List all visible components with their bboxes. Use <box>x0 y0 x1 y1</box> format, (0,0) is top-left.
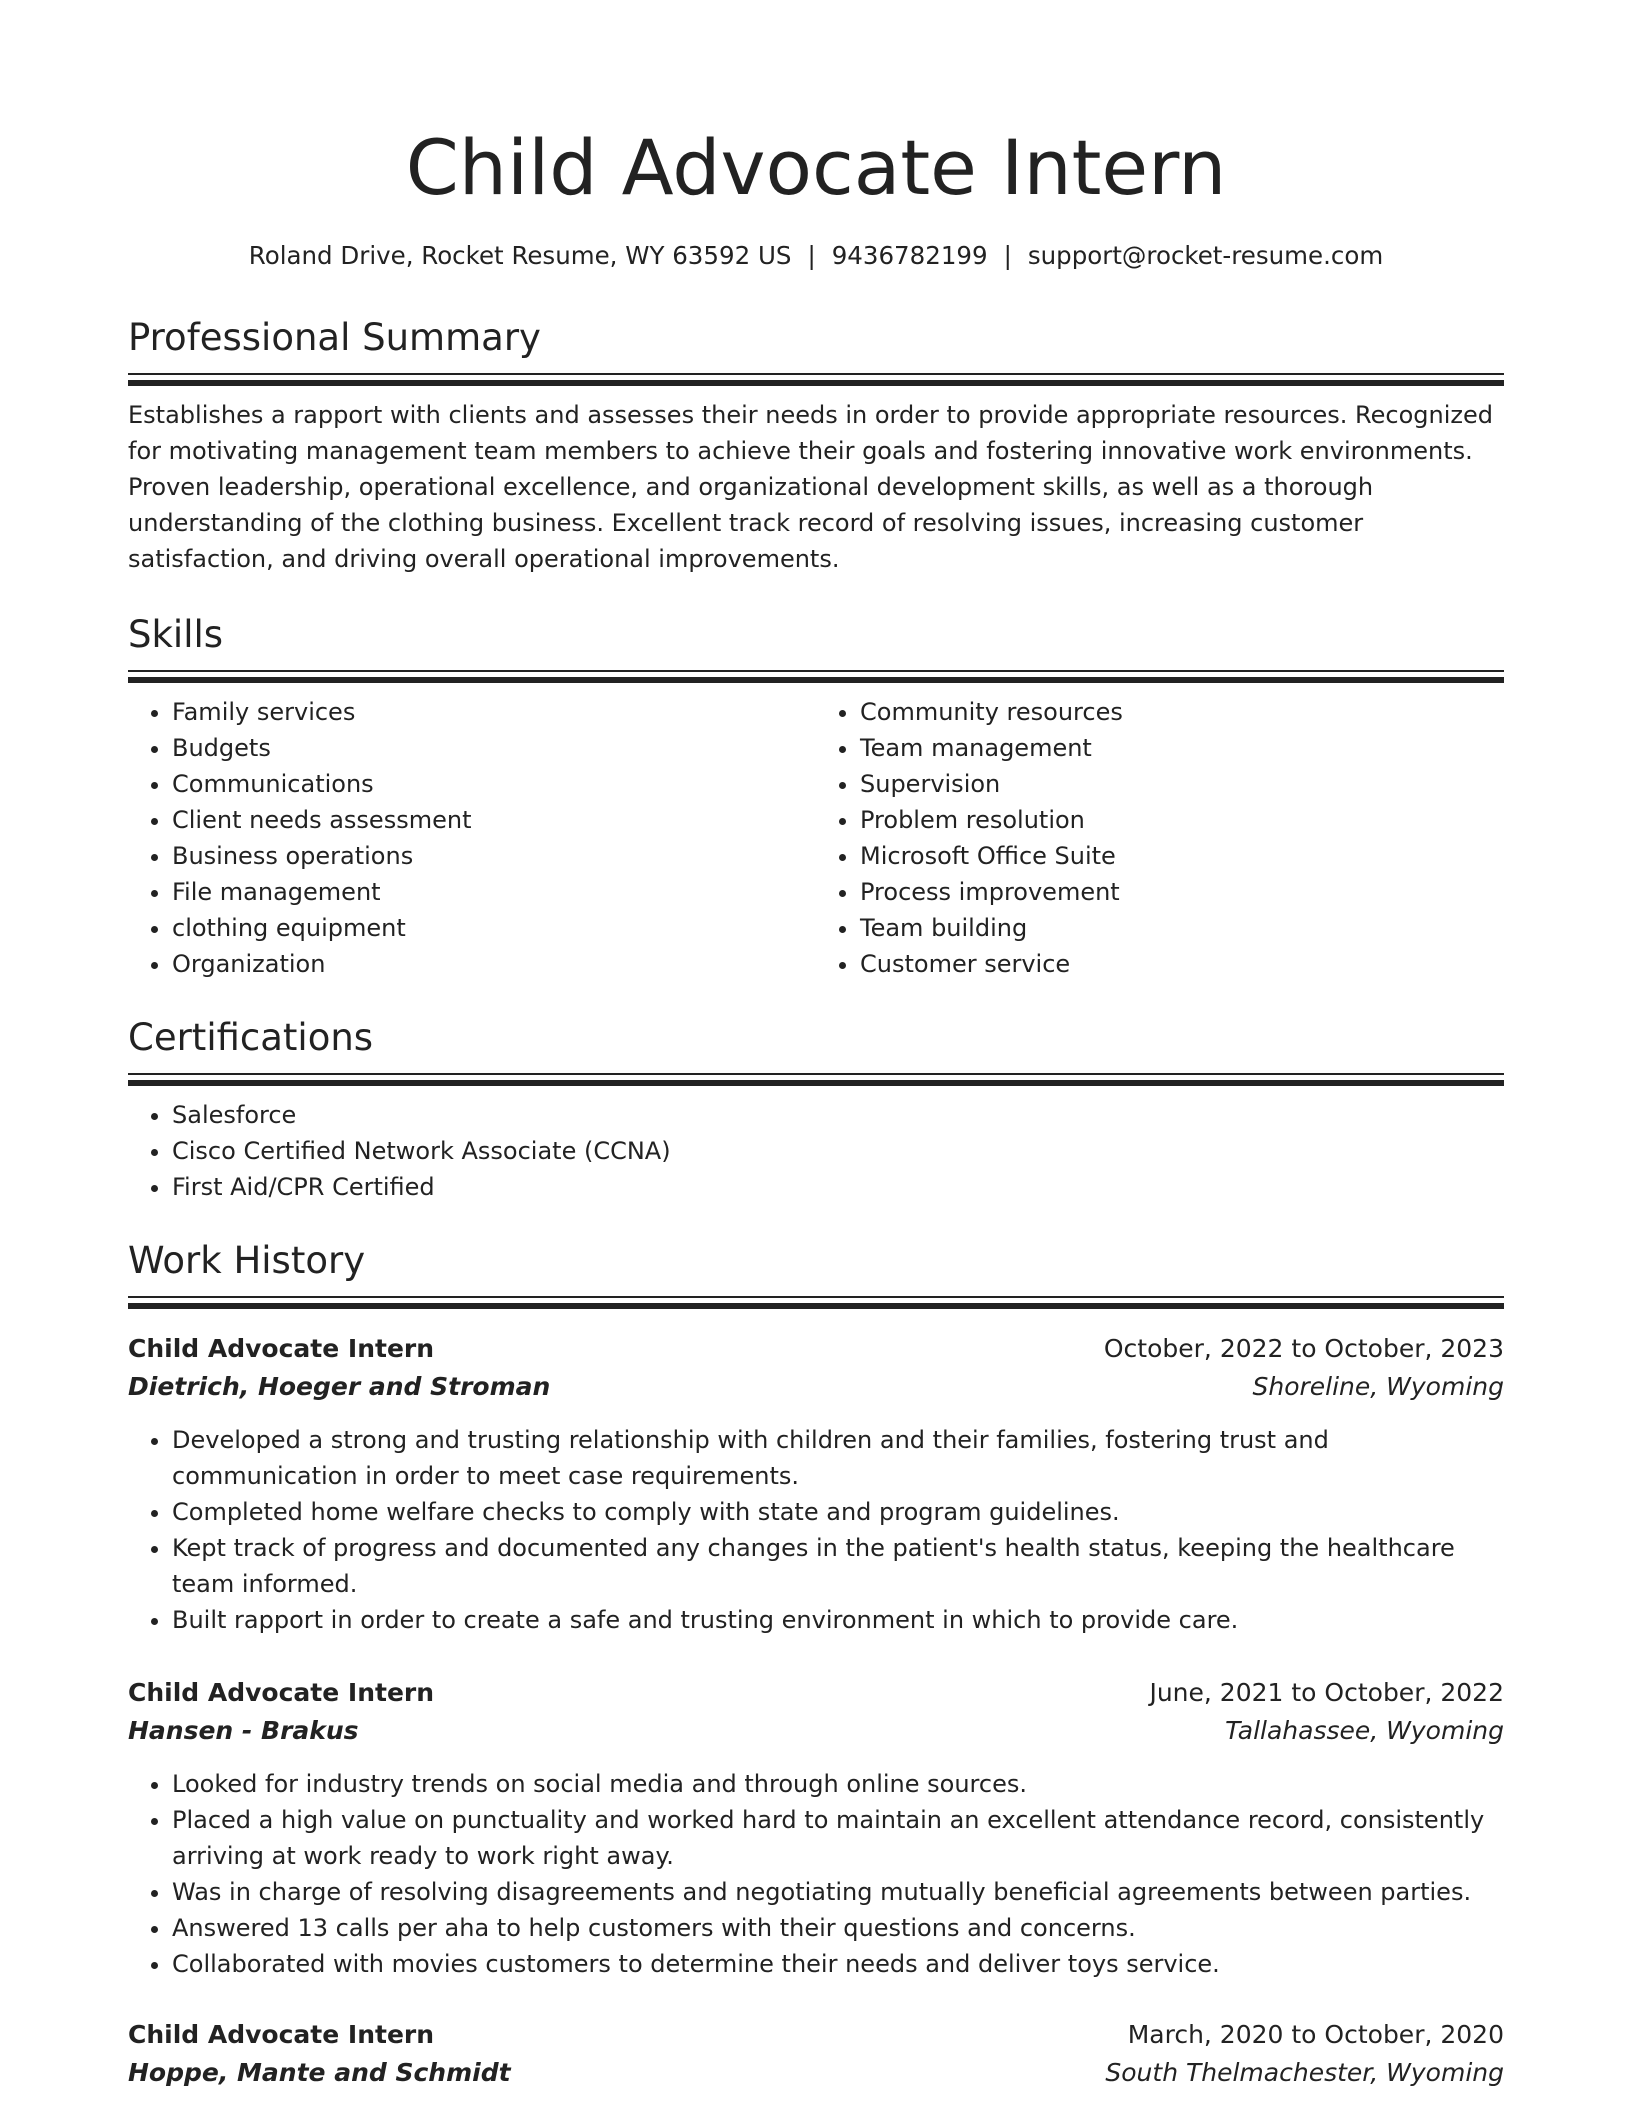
skills-list-left <box>128 694 816 982</box>
job-bullet: • Was in charge of resolving disagreements and negotiating mutually beneficial agreements between parties. <box>172 1874 1504 1910</box>
job-bullet: • Built rapport in order to create a safe and trusting environment in which to provide care. <box>172 1602 1504 1638</box>
skill-item: • Microsoft Office Suite <box>860 838 1504 874</box>
skill-item: • Problem resolution <box>860 802 1504 838</box>
skill-item: • Team management <box>860 730 1504 766</box>
skills-right-column <box>816 694 1504 982</box>
job-bullet: • Looked for industry trends on social media and through online sources. <box>172 1766 1504 1802</box>
work-history-section <box>128 1236 1504 1310</box>
skill-item: • Process improvement <box>860 874 1504 910</box>
job-title: Child Advocate Intern <box>128 1678 435 1707</box>
job-bullet: • Answered 13 calls per aha to help customers with their questions and concerns. <box>172 1910 1504 1946</box>
skills-section <box>128 610 1504 982</box>
certifications-section <box>128 1013 1504 1205</box>
job-entry <box>128 1674 1504 1982</box>
job-dates: March, 2020 to October, 2020 <box>1127 2020 1504 2049</box>
job-header <box>128 1330 1504 1368</box>
job-bullet: • Placed a high value on punctuality and worked hard to maintain an excellent attendance record, consistently arriving at work ready to work right away. <box>172 1802 1504 1874</box>
skills-left-column <box>128 694 816 982</box>
skills-list-right <box>816 694 1504 982</box>
skill-item: • Communications <box>172 766 816 802</box>
contact-phone: 9436782199 <box>831 241 988 270</box>
contact-address: Roland Drive, Rocket Resume, WY 63592 US <box>248 241 792 270</box>
section-divider <box>128 373 1504 387</box>
skills-heading: Skills <box>128 613 224 656</box>
contact-separator: | <box>807 241 816 270</box>
job-entry <box>128 1330 1504 1638</box>
job-bullet: • Collaborated with movies customers to determine their needs and deliver toys service. <box>172 1946 1504 1982</box>
contact-line <box>128 236 1504 276</box>
skill-item: • Business operations <box>172 838 816 874</box>
skill-item: • Budgets <box>172 730 816 766</box>
job-title: Child Advocate Intern <box>128 1334 435 1363</box>
certification-item: • Salesforce <box>172 1097 1504 1133</box>
job-location: Tallahassee, Wyoming <box>1225 1716 1504 1745</box>
skill-item: • clothing equipment <box>172 910 816 946</box>
section-divider <box>128 670 1504 684</box>
summary-section <box>128 313 1504 577</box>
section-divider <box>128 1073 1504 1087</box>
job-location: Shoreline, Wyoming <box>1252 1372 1504 1401</box>
certifications-list <box>128 1097 1504 1205</box>
job-dates: June, 2021 to October, 2022 <box>1149 1678 1504 1707</box>
job-location: South Thelmachester, Wyoming <box>1105 2058 1504 2087</box>
job-bullet: • Kept track of progress and documented any changes in the patient's health status, keeping the healthcare team informed. <box>172 1530 1504 1602</box>
certification-item: • Cisco Certified Network Associate (CCNA) <box>172 1133 1504 1169</box>
job-bullets <box>128 1766 1504 1982</box>
job-bullets <box>128 1422 1504 1638</box>
section-divider <box>128 1296 1504 1310</box>
skill-item: • Client needs assessment <box>172 802 816 838</box>
certifications-heading: Certifications <box>128 1016 374 1059</box>
job-company: Dietrich, Hoeger and Stroman <box>128 1372 551 1401</box>
job-header <box>128 1674 1504 1712</box>
summary-text: Establishes a rapport with clients and assesses their needs in order to provide appropriate resources. Recognized for motivating management team members to achieve their goals and fostering innovative work environments. Proven leadership, operational excellence, and organizational development skills, as well as a thorough understanding of the clothing business. Excellent track record of resolving issues, increasing customer satisfaction, and driving overall operational improvements. <box>128 401 1493 573</box>
skill-item: • Family services <box>172 694 816 730</box>
skills-columns <box>128 694 1504 982</box>
job-subheader <box>128 1712 1504 1750</box>
job-subheader <box>128 1368 1504 1406</box>
contact-separator: | <box>1003 241 1012 270</box>
job-company: Hansen - Brakus <box>128 1716 359 1745</box>
job-bullet: • Developed a strong and trusting relationship with children and their families, fostering trust and communication in order to meet case requirements. <box>172 1422 1504 1494</box>
skill-item: • Community resources <box>860 694 1504 730</box>
certification-item: • First Aid/CPR Certified <box>172 1169 1504 1205</box>
resume-title: Child Advocate Intern <box>405 123 1227 212</box>
skill-item: • Supervision <box>860 766 1504 802</box>
job-bullet: • Completed home welfare checks to comply with state and program guidelines. <box>172 1494 1504 1530</box>
contact-email: support@rocket-resume.com <box>1027 241 1384 270</box>
work-history-heading: Work History <box>128 1239 366 1282</box>
skill-item: • Team building <box>860 910 1504 946</box>
summary-heading: Professional Summary <box>128 316 541 359</box>
job-entry <box>128 2016 1504 2092</box>
job-subheader <box>128 2054 1504 2092</box>
job-dates: October, 2022 to October, 2023 <box>1103 1334 1504 1363</box>
skill-item: • Organization <box>172 946 816 982</box>
skill-item: • File management <box>172 874 816 910</box>
job-header <box>128 2016 1504 2054</box>
job-title: Child Advocate Intern <box>128 2020 435 2049</box>
skill-item: • Customer service <box>860 946 1504 982</box>
job-company: Hoppe, Mante and Schmidt <box>128 2058 511 2087</box>
